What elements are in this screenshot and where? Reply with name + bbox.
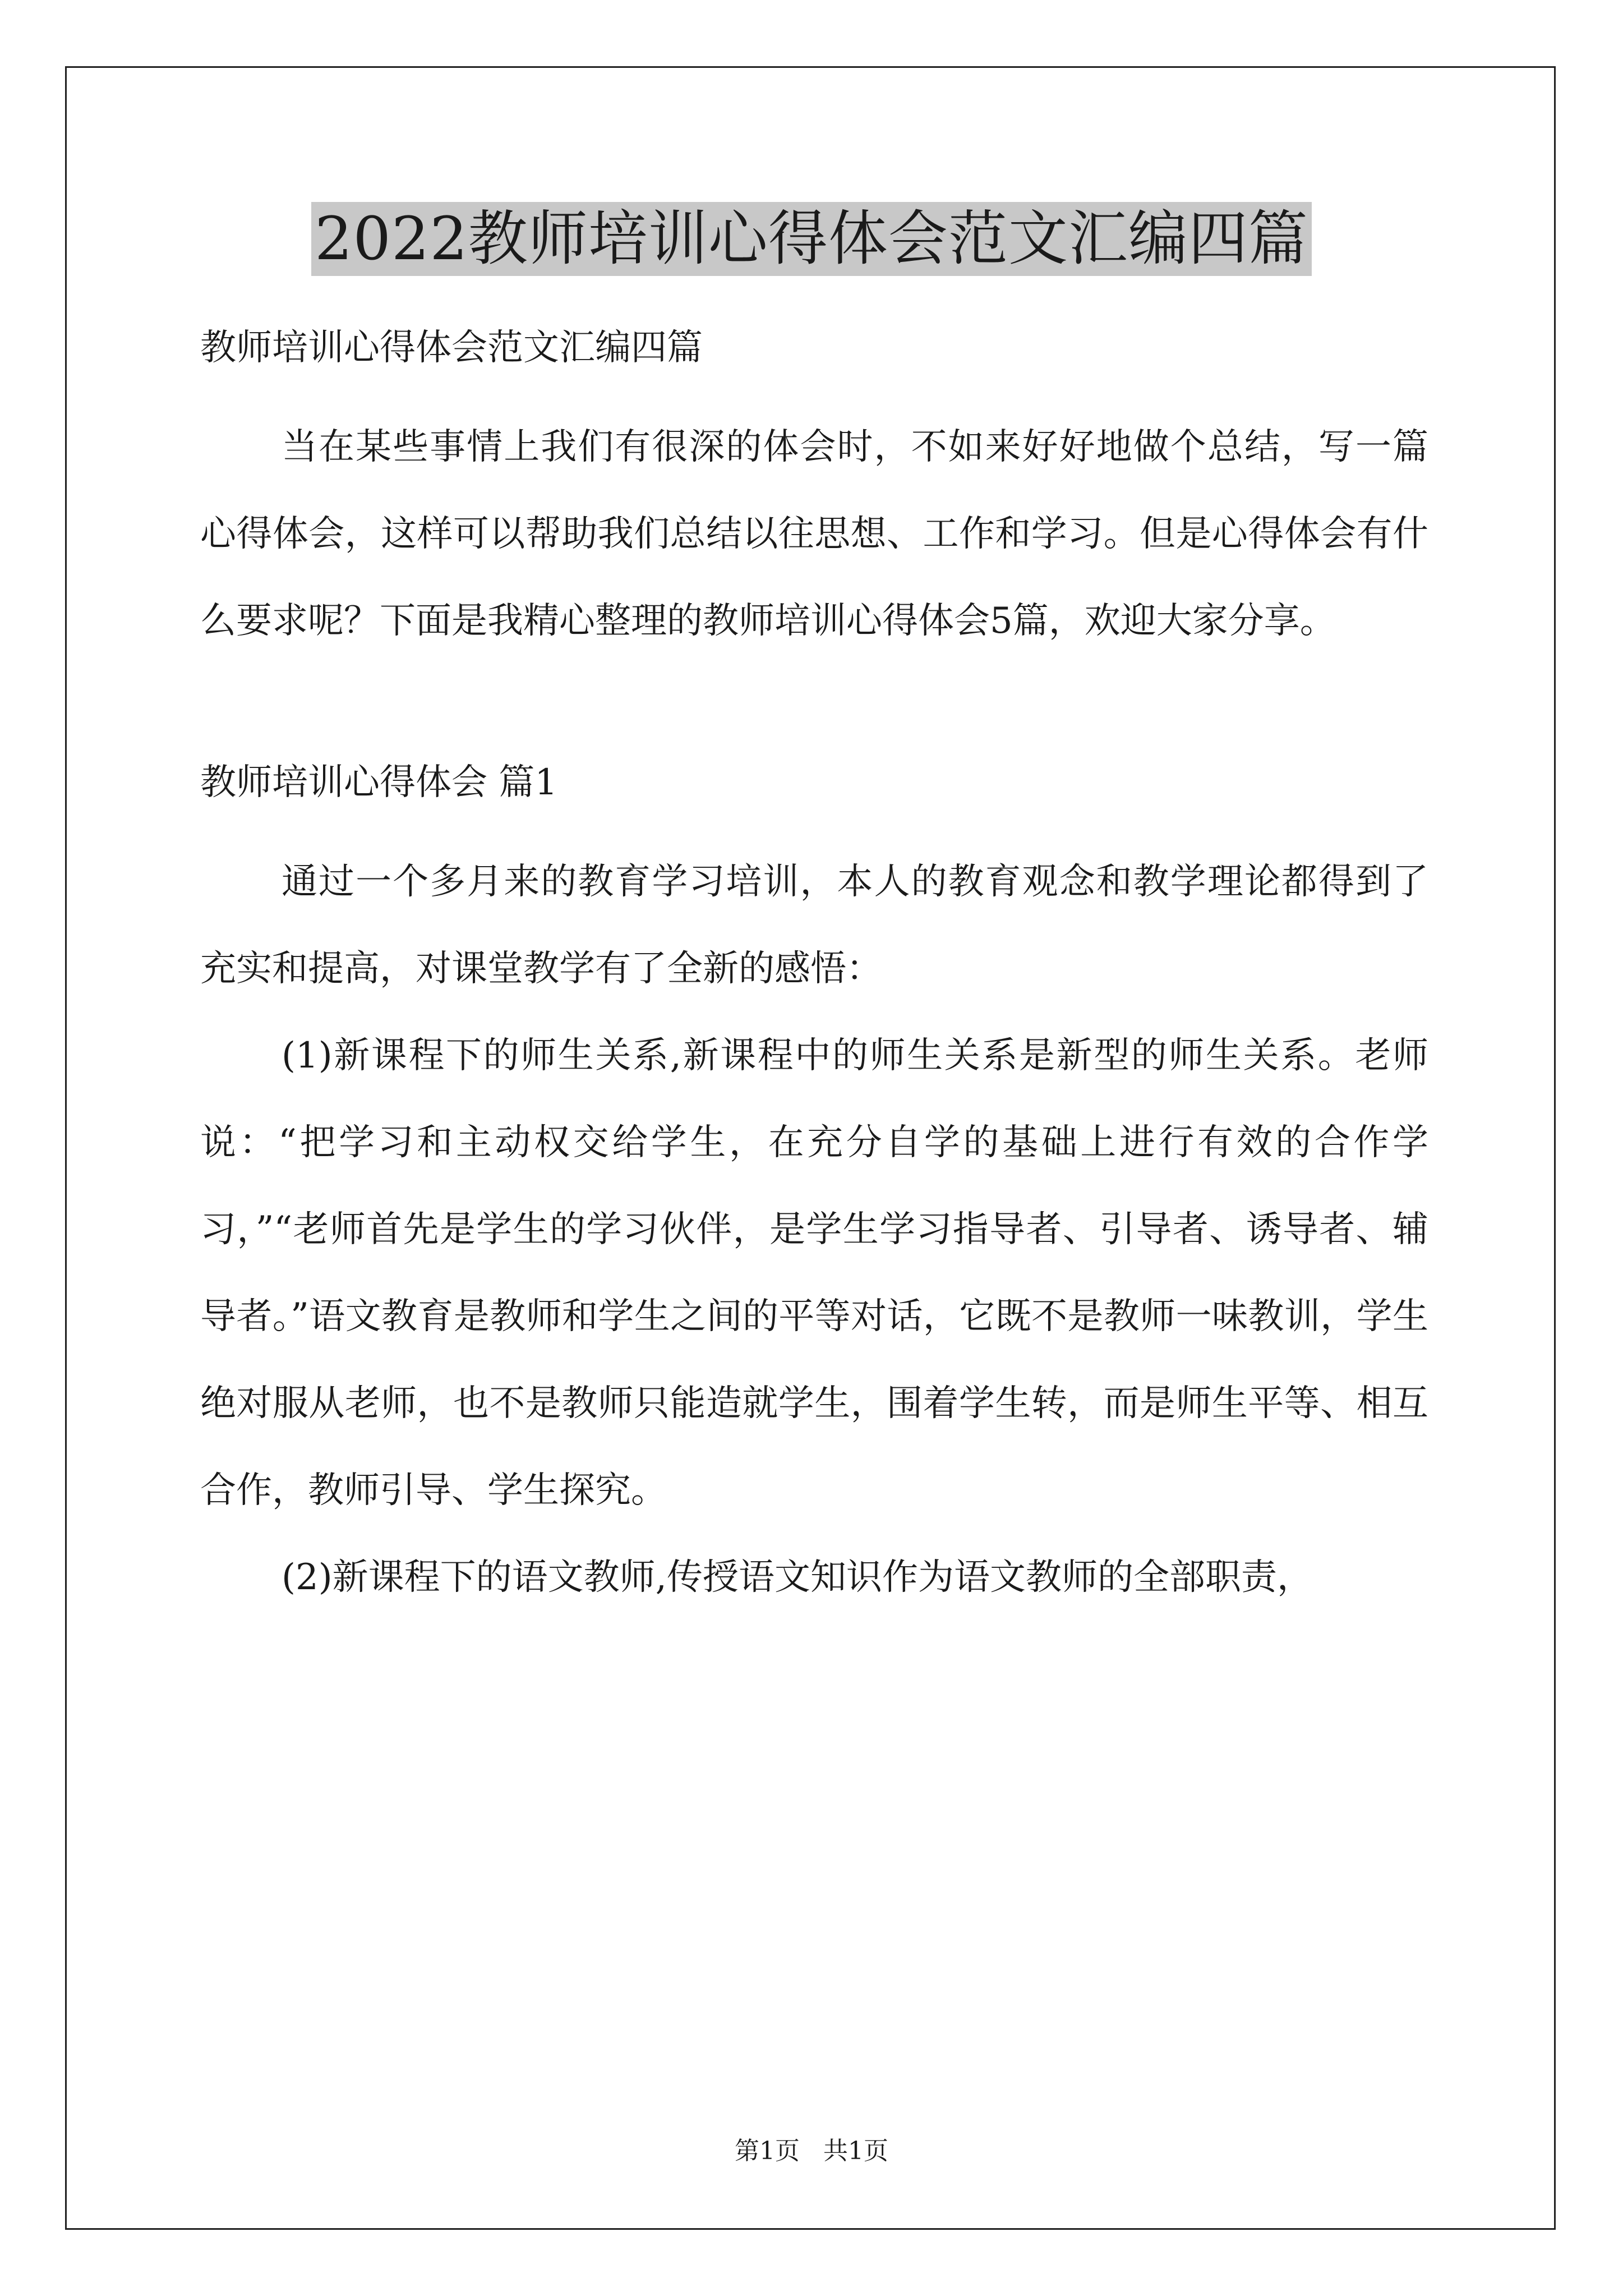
document-body — [200, 314, 1428, 1621]
page-number-current: 第1页 — [735, 2137, 800, 2165]
page-number-total: 共1页 — [823, 2137, 888, 2165]
title-container — [0, 202, 1623, 276]
page-footer — [0, 2134, 1623, 2168]
section-paragraph: 通过一个多月来的教育学习培训，本人的教育观念和教学理论都得到了充实和提高，对课堂教学有了全新的感悟： — [200, 861, 1428, 990]
intro-paragraph: 当在某些事情上我们有很深的体会时，不如来好好地做个总结，写一篇心得体会，这样可以帮助我们总结以往思想、工作和学习。但是心得体会有什么要求呢？下面是我精心整理的教师培训心得体会5篇，欢迎大家分享。 — [200, 426, 1428, 642]
section-paragraph: (1)新课程下的师生关系,新课程中的师生关系是新型的师生关系。老师说：“把学习和主动权交给学生，在充分自学的基础上进行有效的合作学习，”“老师首先是学生的学习伙伴，是学生学习指导者、引导者、诱导者、辅导者。”语文教育是教师和学生之间的平等对话，它既不是教师一味教训，学生绝对服从老师，也不是教师只能造就学生，围着学生转，而是师生平等、相互合作，教师引导、学生探究。 — [200, 1035, 1428, 1511]
document-subtitle: 教师培训心得体会范文汇编四篇 — [200, 327, 703, 369]
section-paragraph: (2)新课程下的语文教师,传授语文知识作为语文教师的全部职责， — [282, 1557, 1313, 1598]
document-title: 2022教师培训心得体会范文汇编四篇 — [311, 202, 1312, 276]
section-heading: 教师培训心得体会 篇1 — [200, 762, 558, 803]
